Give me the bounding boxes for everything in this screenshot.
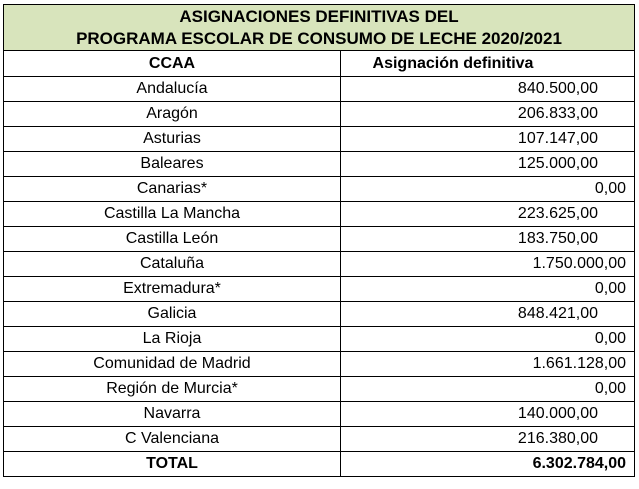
amount-cell: 223.625,00 [341,202,635,227]
amount-cell: 206.833,00 [341,102,635,127]
table-row [4,177,635,202]
amount-cell: 216.380,00 [341,427,635,452]
region-cell: Castilla León [4,227,341,252]
amount-cell: 0,00 [341,327,635,352]
table-body [4,77,635,452]
table-row [4,77,635,102]
amount-cell: 0,00 [341,277,635,302]
table-title [4,5,635,51]
region-cell: Extremadura* [4,277,341,302]
amount-cell: 107.147,00 [341,127,635,152]
column-header-amount [341,51,635,77]
header-row [4,51,635,77]
table-row [4,202,635,227]
region-cell: Baleares [4,152,341,177]
region-cell: Región de Murcia* [4,377,341,402]
region-cell: Cataluña [4,252,341,277]
column-header-amount-label: Asignación definitiva [372,55,534,72]
title-row [4,5,635,51]
table-row [4,377,635,402]
table-row [4,427,635,452]
region-cell: Asturias [4,127,341,152]
table-row [4,127,635,152]
total-label: TOTAL [4,452,341,477]
total-amount: 6.302.784,00 [341,452,635,477]
region-cell: Comunidad de Madrid [4,352,341,377]
column-header-ccaa: CCAA [4,51,341,77]
region-cell: Galicia [4,302,341,327]
title-line-2: PROGRAMA ESCOLAR DE CONSUMO DE LECHE 2020/2021 [76,29,562,48]
region-cell: Navarra [4,402,341,427]
table-row [4,277,635,302]
region-cell: Canarias* [4,177,341,202]
amount-cell: 848.421,00 [341,302,635,327]
amount-cell: 125.000,00 [341,152,635,177]
table-row [4,402,635,427]
title-line-1: ASIGNACIONES DEFINITIVAS DEL [179,7,459,26]
table-row [4,252,635,277]
table-row [4,102,635,127]
amount-cell: 1.661.128,00 [341,352,635,377]
table-row [4,352,635,377]
region-cell: Castilla La Mancha [4,202,341,227]
table-row [4,327,635,352]
region-cell: La Rioja [4,327,341,352]
amount-cell: 840.500,00 [341,77,635,102]
allocations-table [3,4,635,477]
total-row [4,452,635,477]
amount-cell: 1.750.000,00 [341,252,635,277]
amount-cell: 0,00 [341,177,635,202]
region-cell: Andalucía [4,77,341,102]
region-cell: C Valenciana [4,427,341,452]
table-row [4,152,635,177]
amount-cell: 140.000,00 [341,402,635,427]
amount-cell: 0,00 [341,377,635,402]
table-row [4,227,635,252]
region-cell: Aragón [4,102,341,127]
table-row [4,302,635,327]
amount-cell: 183.750,00 [341,227,635,252]
